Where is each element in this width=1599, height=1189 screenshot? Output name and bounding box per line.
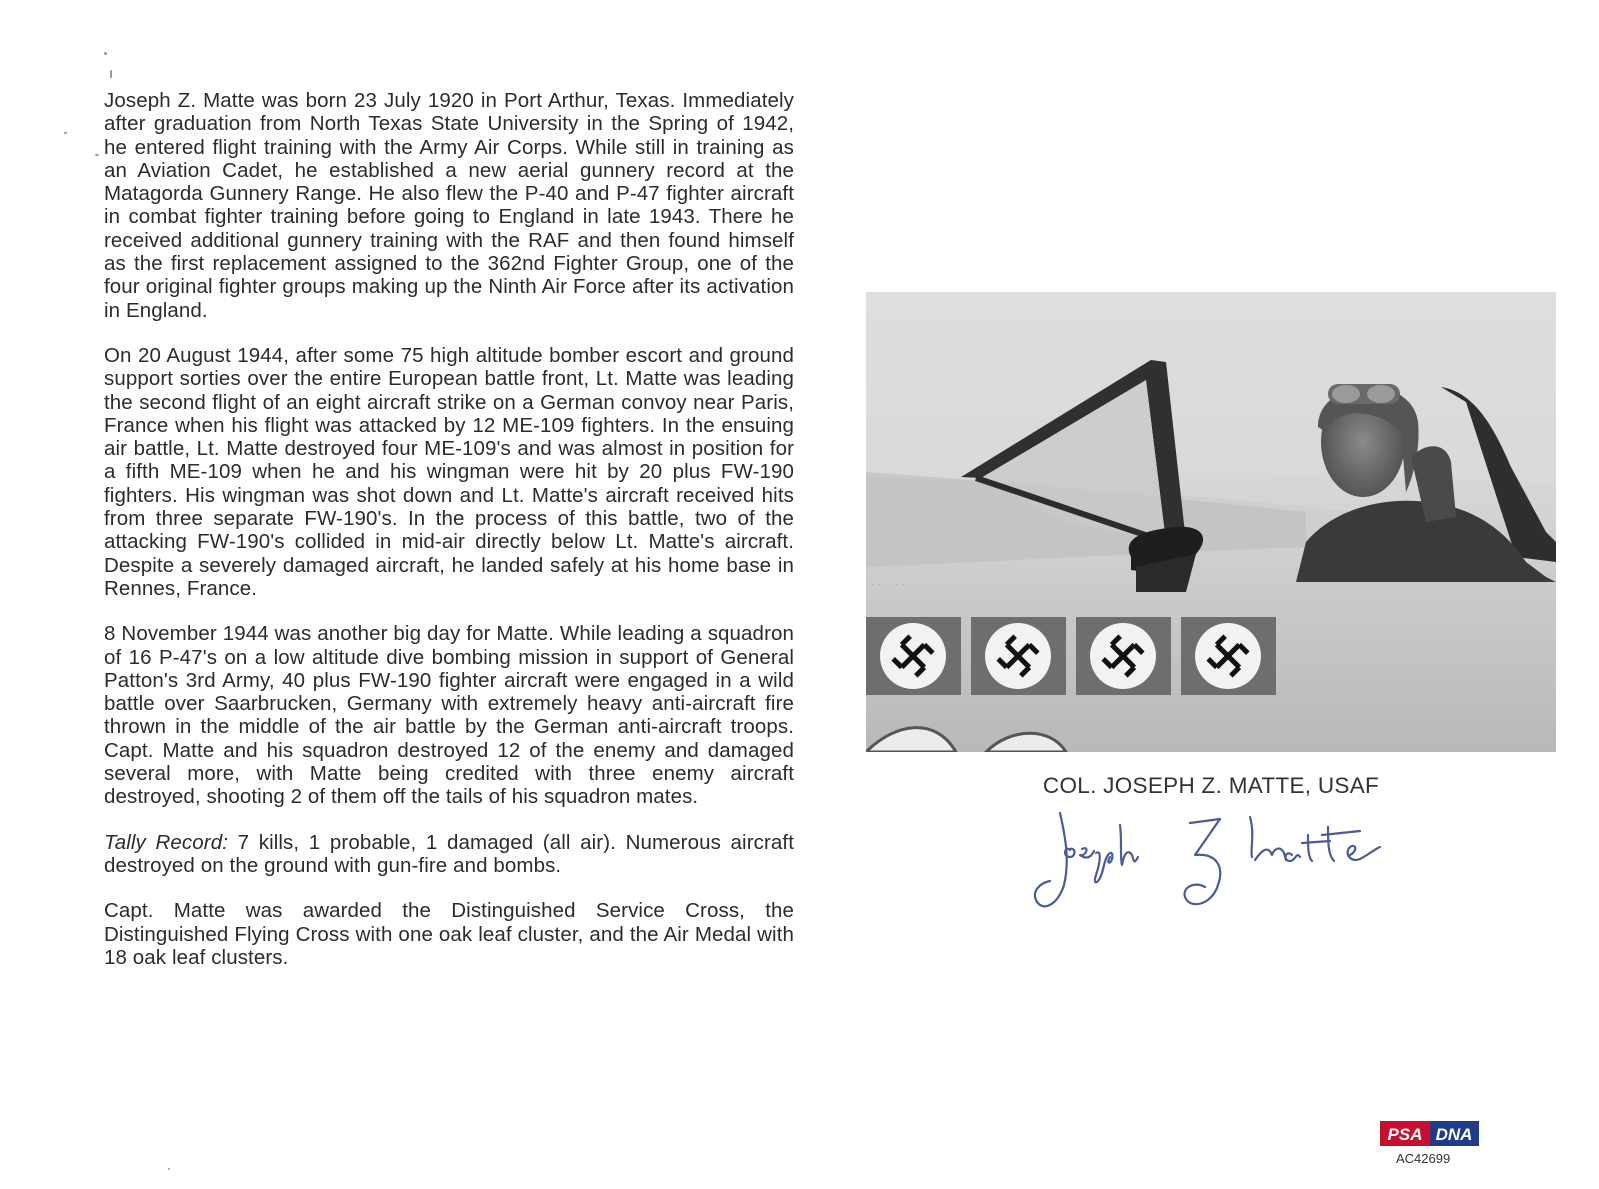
- cockpit-photo-illustration: [866, 292, 1556, 752]
- tally-record-label: Tally Record:: [104, 830, 228, 854]
- bio-paragraph-november-1944: 8 November 1944 was another big day for Matte. While leading a squadron of 16 P-47's on a low altitude dive bombing mission in support of General Patton's 3rd Army, 40 plus FW-190 fighter aircraft were engaged in a wild battle over Saarbrucken, Germany with extremely heavy anti-aircraft fire thrown in the middle of the air battle by the German anti-aircraft troops. Capt. Matte and his squadron destroyed 12 of the enemy and damaged several more, with Matte being credited with three enemy aircraft destroyed, shooting 2 of them off the tails of his squadron mates.: [104, 622, 794, 809]
- photo-caption: COL. JOSEPH Z. MATTE, USAF: [1042, 773, 1380, 798]
- autograph-signature: [1030, 805, 1430, 925]
- dust-speck: [110, 70, 112, 78]
- tally-record-text: 7 kills, 1 probable, 1 damaged (all air). Numerous aircraft destroyed on the ground with gun-fire and bombs.: [104, 830, 794, 877]
- stencil-text: · · · · · · ·: [871, 579, 911, 590]
- psa-logo-text: PSA: [1387, 1125, 1423, 1144]
- dust-speck: [95, 154, 99, 156]
- dust-speck: [168, 1168, 170, 1170]
- bio-paragraph-birth: Joseph Z. Matte was born 23 July 1920 in Port Arthur, Texas. Immediately after graduation from North Texas State University in the Spring of 1942, he entered flight training with the Army Air Corps. While still in training as an Aviation Cadet, he established a new aerial gunnery record at the Matagorda Gunnery Range. He also flew the P-40 and P-47 fighter aircraft in combat fighter training before going to England in late 1943. There he received additional gunnery training with the RAF and then found himself as the first replacement assigned to the 362nd Fighter Group, one of the four original fighter groups making up the Ninth Air Force after its activation in England.: [104, 89, 794, 322]
- bio-paragraph-august-1944: On 20 August 1944, after some 75 high altitude bomber escort and ground support sorties over the entire European battle front, Lt. Matte was leading the second flight of an eight aircraft strike on a German convoy near Paris, France when his flight was attacked by 12 ME-109 fighters. In the ensuing air battle, Lt. Matte destroyed four ME-109's and was almost in position for a fifth ME-109 when he and his wingman were hit by 20 plus FW-190 fighters. His wingman was shot down and Lt. Matte's aircraft received hits from three separate FW-190's. In the process of this battle, two of the attacking FW-190's collided in mid-air directly below Lt. Matte's aircraft. Despite a severely damaged aircraft, he landed safely at his home base in Rennes, France.: [104, 343, 794, 600]
- psa-dna-logo: [1380, 1121, 1479, 1146]
- dust-speck: [64, 132, 67, 134]
- dna-logo-text: DNA: [1435, 1125, 1473, 1144]
- pilot-photograph: [866, 292, 1556, 752]
- bio-paragraph-tally: [104, 831, 794, 878]
- dust-speck: [104, 52, 107, 55]
- authentication-code: AC42699: [1396, 1151, 1451, 1166]
- biography-text: [104, 89, 794, 991]
- bio-paragraph-awards: Capt. Matte was awarded the Distinguished Service Cross, the Distinguished Flying Cross with one oak leaf cluster, and the Air Medal with 18 oak leaf clusters.: [104, 899, 794, 969]
